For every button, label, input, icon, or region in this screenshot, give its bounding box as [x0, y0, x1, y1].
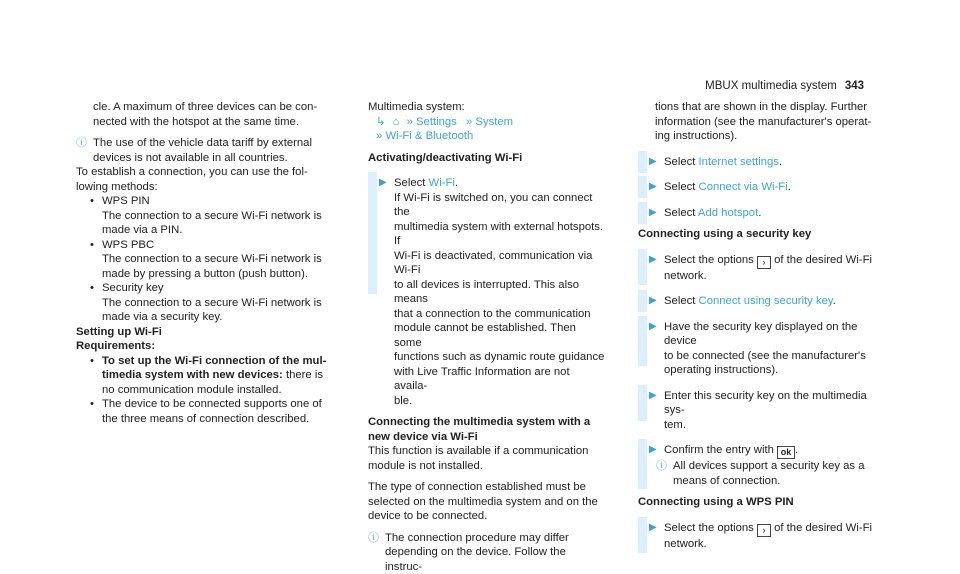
step-connect-security-key: ▶ Select Connect using security key. — [638, 294, 878, 309]
step-enter-key: ▶ Enter this security key on the multimedia sys- tem. — [638, 389, 878, 433]
info-note-security-key: ⓘ All devices support a security key as a means of connection. — [656, 459, 878, 488]
step-internet-settings: ▶ Select Internet settings. — [638, 155, 878, 170]
page-number: 343 — [845, 80, 864, 92]
step-select-options-wps: ▶ Select the options › of the desired Wi-Fi network. — [638, 521, 878, 552]
step-arrow-icon: ▶ — [649, 155, 657, 170]
menu-path: ↳ ⌂ » Settings » System » Wi-Fi & Bluetooth — [368, 115, 606, 144]
step-select-options: ▶ Select the options › of the desired Wi-Fi network. — [638, 253, 878, 284]
return-arrow-icon: ↳ — [376, 116, 385, 128]
function-paragraph: This function is available if a communication module is not installed. — [368, 444, 606, 473]
step-connect-via-wifi: ▶ Select Connect via Wi-Fi. — [638, 180, 878, 195]
requirement-1: • To set up the Wi-Fi connection of the mul- timedia system with new devices: there is no communication module installed. — [76, 354, 348, 398]
heading-activating-wifi: Activating/deactivating Wi-Fi — [368, 151, 606, 166]
method-wps-pbc: • WPS PBC The connection to a secure Wi-Fi network is made by pressing a button (push button). — [76, 238, 348, 282]
connection-type-paragraph: The type of connection established must be selected on the multimedia system and on the device to be connected. — [368, 480, 606, 524]
step-display-key: ▶ Have the security key displayed on the device to be connected (see the manufacturer's operating instructions). — [638, 320, 878, 378]
step-arrow-icon: ▶ — [649, 320, 657, 335]
multimedia-system-label: Multimedia system: — [368, 100, 606, 115]
double-chevron-icon: » — [466, 116, 472, 128]
heading-security-key: Connecting using a security key — [638, 227, 878, 242]
step-arrow-icon: ▶ — [649, 521, 657, 536]
step-select-wifi: ▶ Select Wi-Fi. If Wi-Fi is switched on, you can connect the multimedia system with external hotspots. If Wi-Fi is deactivated, communication via Wi-Fi to all devices is interrupted. This also means that a connection to the communication module cannot be established. Then some functions such as dynamic route guidance with Live Traffic Information are not availa- ble. — [368, 176, 606, 408]
heading-connecting-new-device: Connecting the multimedia system with a new device via Wi-Fi — [368, 415, 606, 444]
column-2 — [368, 100, 606, 574]
info-icon: ⓘ — [656, 459, 667, 474]
double-chevron-icon: » — [407, 116, 413, 128]
step-arrow-icon: ▶ — [649, 443, 657, 458]
info-icon: ⓘ — [368, 531, 379, 546]
step-arrow-icon: ▶ — [649, 253, 657, 268]
step-confirm-entry: ▶ Confirm the entry with ok . ⓘ All devices support a security key as a means of connection. — [638, 443, 878, 488]
info-note-tariff: ⓘ The use of the vehicle data tariff by external devices is not available in all countries. — [76, 136, 348, 165]
options-chevron-icon: › — [757, 256, 771, 269]
step-arrow-icon: ▶ — [649, 180, 657, 195]
ok-button-icon: ok — [777, 446, 795, 459]
double-chevron-icon: » — [376, 130, 382, 142]
step-arrow-icon: ▶ — [379, 176, 387, 191]
header-title: MBUX multimedia system — [705, 80, 837, 92]
step-add-hotspot: ▶ Select Add hotspot. — [638, 206, 878, 221]
home-icon: ⌂ — [393, 116, 400, 128]
methods-paragraph: To establish a connection, you can use the fol- lowing methods: — [76, 165, 348, 194]
continued-paragraph: tions that are shown in the display. Further information (see the manufacturer's operat- ing instructions). — [638, 100, 878, 144]
method-wps-pin: • WPS PIN The connection to a secure Wi-Fi network is made via a PIN. — [76, 194, 348, 238]
step-arrow-icon: ▶ — [649, 206, 657, 221]
options-chevron-icon: › — [757, 524, 771, 537]
info-note-procedure: ⓘ The connection procedure may differ depending on the device. Follow the instruc- — [368, 531, 606, 574]
method-security-key: • Security key The connection to a secure Wi-Fi network is made via a security key. — [76, 281, 348, 325]
heading-setting-up-wifi: Setting up Wi-Fi — [76, 325, 348, 340]
heading-requirements: Requirements: — [76, 339, 348, 354]
intro-paragraph: cle. A maximum of three devices can be con- nected with the hotspot at the same time. — [76, 100, 348, 129]
requirement-2: • The device to be connected supports one of the three means of connection described. — [76, 397, 348, 426]
column-1 — [76, 100, 348, 426]
heading-wps-pin: Connecting using a WPS PIN — [638, 495, 878, 510]
step-arrow-icon: ▶ — [649, 389, 657, 404]
info-icon: ⓘ — [76, 136, 87, 151]
step-arrow-icon: ▶ — [649, 294, 657, 309]
column-3 — [638, 100, 878, 551]
page-header — [705, 79, 864, 94]
